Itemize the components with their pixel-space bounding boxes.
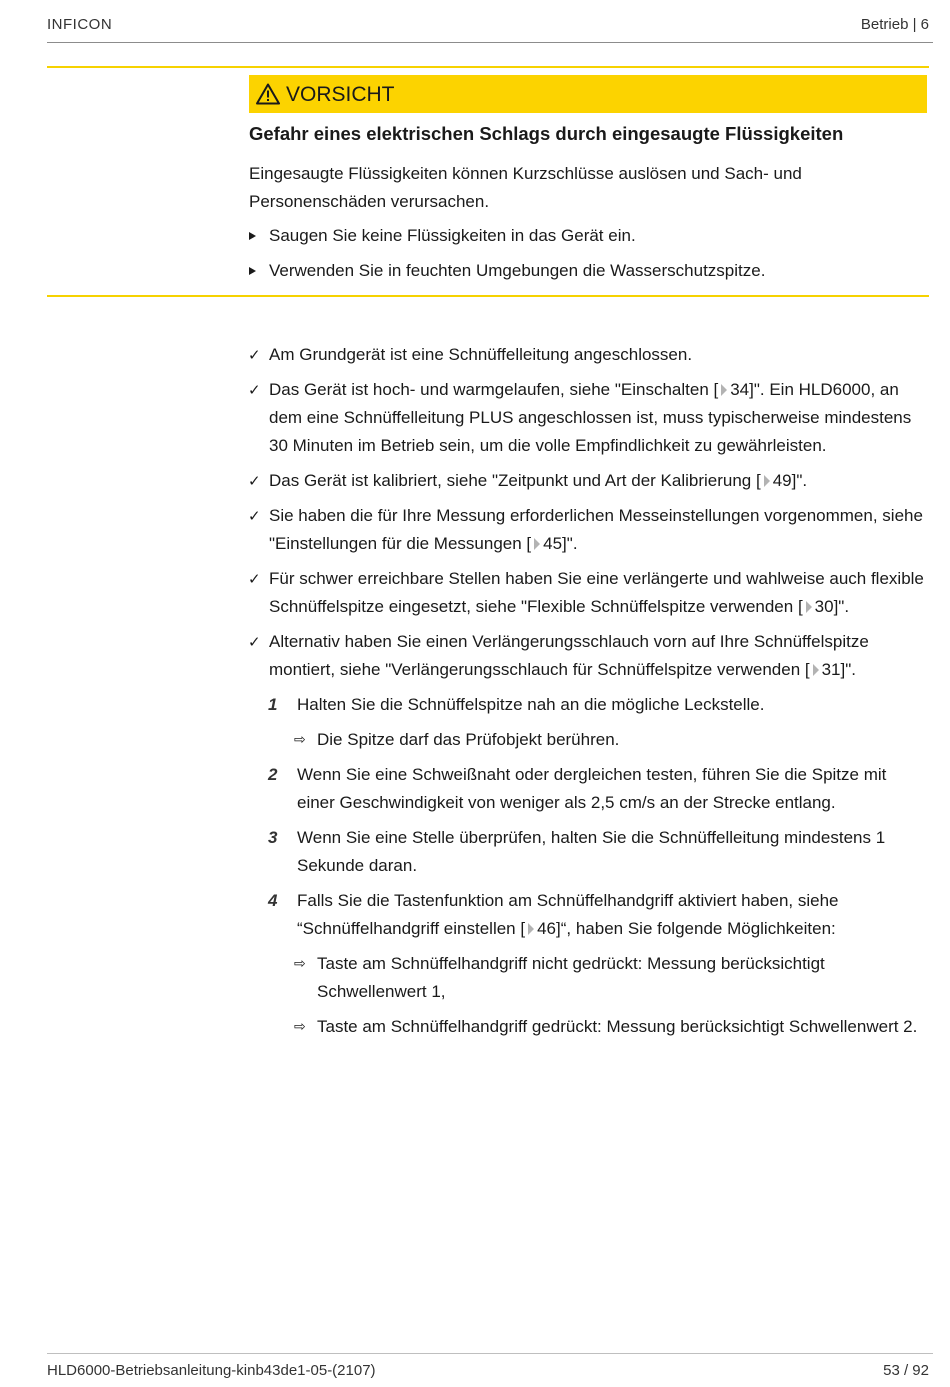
page-ref-link[interactable]: 46]“ xyxy=(537,919,567,938)
page-footer xyxy=(47,1353,933,1379)
checkmark-icon: ✓ xyxy=(248,472,261,490)
prerequisite-item: ✓ Das Gerät ist kalibriert, siehe "Zeitpunkt und Art der Kalibrierung [ 49]". xyxy=(248,467,928,495)
step-number: 3 xyxy=(268,828,278,847)
page-ref-link[interactable]: 30]" xyxy=(814,597,845,616)
step-result: ⇨ Taste am Schnüffelhandgriff nicht gedrückt: Messung berücksichtigt Schwellenwert 1, xyxy=(248,950,928,1006)
page-ref-link[interactable]: 31]" xyxy=(821,660,852,679)
page-ref-icon xyxy=(528,923,534,935)
page-ref-icon xyxy=(721,384,727,396)
checkmark-icon: ✓ xyxy=(248,633,261,651)
caution-label: VORSICHT xyxy=(286,83,395,106)
prerequisite-item: ✓ Das Gerät ist hoch- und warmgelaufen, siehe "Einschalten [ 34]". Ein HLD6000, an dem eine Schnüffelleitung PLUS angeschlossen ist, muss typischerweise mindestens 30 Minuten im Betrieb sein, um die volle Empfindlichkeit zu gewährleisten. xyxy=(248,376,928,460)
step-item: 4 Falls Sie die Tastenfunktion am Schnüffelhandgriff aktiviert haben, siehe “Schnüffelhandgriff einstellen [ 46]“, haben Sie folgende Möglichkeiten: xyxy=(248,887,928,943)
warning-triangle-icon xyxy=(256,83,280,105)
instruction-content xyxy=(248,341,928,1048)
page-ref-icon xyxy=(534,538,540,550)
page-ref-link[interactable]: 45]" xyxy=(543,534,573,553)
result-arrow-icon: ⇨ xyxy=(294,732,306,748)
checkmark-icon: ✓ xyxy=(248,570,261,588)
caution-bar xyxy=(249,75,927,113)
step-number: 4 xyxy=(268,891,278,910)
caution-title: Gefahr eines elektrischen Schlags durch eingesaugte Flüssigkeiten xyxy=(249,123,844,144)
page-number: 53 / 92 xyxy=(883,1362,929,1379)
document-id: HLD6000-Betriebsanleitung-kinb43de1-05-(2107) xyxy=(47,1362,376,1379)
bullet-arrow-icon xyxy=(249,232,256,240)
caution-box: VORSICHT Gefahr eines elektrischen Schlags durch eingesaugte Flüssigkeiten Eingesaugte Flüssigkeiten können Kurzschlüsse auslösen und Sach- und Personenschäden verursachen. Saugen Sie keine Flüssigkeiten in das Gerät ein. Verwenden Sie in feuchten Umgebungen die Wasserschutzspitze. xyxy=(47,66,929,297)
page-header xyxy=(47,14,933,43)
step-number: 1 xyxy=(268,695,278,714)
step-result: ⇨ Die Spitze darf das Prüfobjekt berühren. xyxy=(248,726,928,754)
prerequisite-item: ✓ Für schwer erreichbare Stellen haben Sie eine verlängerte und wahlweise auch flexible Schnüffelspitze eingesetzt, siehe "Flexible Schnüffelspitze verwenden [ 30]". xyxy=(248,565,928,621)
page-ref-icon xyxy=(764,475,770,487)
step-result: ⇨ Taste am Schnüffelhandgriff gedrückt: Messung berücksichtigt Schwellenwert 2. xyxy=(248,1013,928,1041)
page-ref-icon xyxy=(813,664,819,676)
page-ref-link[interactable]: 49]" xyxy=(772,471,803,490)
section-label: Betrieb | 6 xyxy=(860,16,929,33)
step-item: 1 Halten Sie die Schnüffelspitze nah an die mögliche Leckstelle. xyxy=(248,691,928,719)
page-ref-icon xyxy=(806,601,812,613)
step-number: 2 xyxy=(268,765,278,784)
checkmark-icon: ✓ xyxy=(248,346,261,364)
page-ref-link[interactable]: 34]" xyxy=(730,380,760,399)
step-item: 2 Wenn Sie eine Schweißnaht oder dergleichen testen, führen Sie die Spitze mit einer Geschwindigkeit von weniger als 2,5 cm/s an der Strecke entlang. xyxy=(248,761,928,817)
step-item: 3 Wenn Sie eine Stelle überprüfen, halten Sie die Schnüffelleitung mindestens 1 Sekunde daran. xyxy=(248,824,928,880)
caution-text: Eingesaugte Flüssigkeiten können Kurzschlüsse auslösen und Sach- und Personenschäden verursachen. xyxy=(249,164,802,211)
checkmark-icon: ✓ xyxy=(248,507,261,525)
brand-name: INFICON xyxy=(47,16,113,33)
result-arrow-icon: ⇨ xyxy=(294,1019,306,1035)
result-arrow-icon: ⇨ xyxy=(294,956,306,972)
prerequisite-item: ✓ Alternativ haben Sie einen Verlängerungsschlauch vorn auf Ihre Schnüffelspitze montiert, siehe "Verlängerungsschlauch für Schnüffelspitze verwenden [ 31]". xyxy=(248,628,928,684)
prerequisite-item: ✓ Sie haben die für Ihre Messung erforderlichen Messeinstellungen vorgenommen, siehe "Einstellungen für die Messungen [ 45]". xyxy=(248,502,928,558)
prerequisite-item: ✓ Am Grundgerät ist eine Schnüffelleitung angeschlossen. xyxy=(248,341,928,369)
checkmark-icon: ✓ xyxy=(248,381,261,399)
bullet-arrow-icon xyxy=(249,267,256,275)
